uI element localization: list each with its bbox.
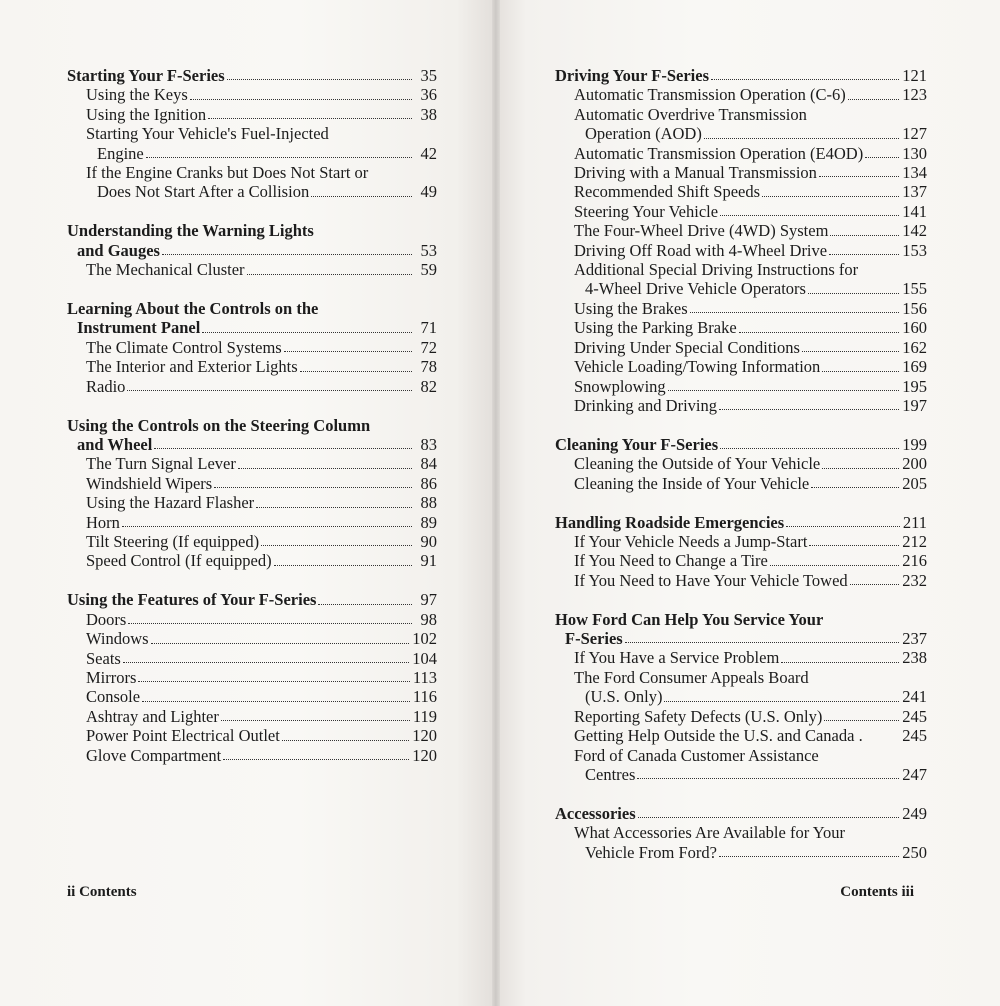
- toc-section: [555, 66, 927, 415]
- toc-section: [67, 299, 437, 396]
- toc-entry-text: What Accessories Are Available for Your: [574, 823, 845, 843]
- page-number: 205: [902, 473, 927, 493]
- page-number: 72: [420, 337, 437, 357]
- toc-entry-line[interactable]: [555, 823, 927, 842]
- toc-entry-line[interactable]: [67, 105, 437, 124]
- dot-leader: [151, 643, 410, 644]
- toc-entry-text: Driving Off Road with 4-Wheel Drive: [574, 240, 828, 260]
- page-number: 245: [902, 726, 927, 746]
- toc-entry-text: The Mechanical Cluster: [86, 260, 245, 280]
- section-heading-line[interactable]: [67, 221, 437, 240]
- toc-entry-text: Seats: [86, 648, 121, 668]
- toc-entry-text: Snowplowing: [574, 376, 666, 396]
- toc-entry-line[interactable]: [555, 260, 927, 279]
- page-number: 142: [902, 221, 927, 241]
- toc-entry-line[interactable]: [67, 260, 437, 279]
- toc-entry-text: Driving with a Manual Transmission: [574, 163, 817, 183]
- dot-leader: [128, 623, 412, 624]
- toc-entry-line[interactable]: [67, 163, 437, 182]
- toc-entry-line[interactable]: [67, 493, 437, 512]
- dot-leader: [762, 196, 899, 197]
- toc-entry-text: If the Engine Cranks but Does Not Start or: [86, 163, 369, 183]
- page-number: 78: [420, 357, 437, 377]
- toc-entry-text: 4-Wheel Drive Vehicle Operators: [585, 279, 806, 299]
- toc-entry-line[interactable]: [555, 551, 927, 570]
- page-number: 104: [412, 648, 437, 668]
- dot-leader: [690, 312, 900, 313]
- toc-entry-text: If Your Vehicle Needs a Jump-Start: [574, 531, 808, 551]
- section-heading-text: Learning About the Controls on the: [67, 299, 319, 319]
- left-page-footer: ii Contents: [67, 884, 137, 900]
- section-heading-text: Using the Features of Your F-Series: [67, 590, 317, 610]
- section-heading-line[interactable]: [555, 610, 927, 629]
- dot-leader: [202, 332, 412, 333]
- toc-entry-text: The Ford Consumer Appeals Board: [574, 667, 809, 687]
- page-number: 199: [902, 434, 927, 454]
- toc-entry-line[interactable]: [555, 182, 927, 201]
- section-heading-line[interactable]: [555, 435, 927, 454]
- page-number: 232: [902, 570, 927, 590]
- left-table-of-contents: [67, 66, 437, 785]
- dot-leader: [668, 390, 900, 391]
- toc-entry-text: Horn: [86, 512, 120, 532]
- toc-entry-text: Vehicle Loading/Towing Information: [574, 357, 821, 377]
- toc-entry-line[interactable]: [555, 124, 927, 143]
- section-heading-text: Driving Your F-Series: [555, 66, 709, 85]
- toc-entry-line[interactable]: [555, 843, 927, 862]
- page-number: 120: [412, 726, 437, 746]
- page-number: 36: [420, 85, 437, 105]
- dot-leader: [830, 235, 899, 236]
- page-number: 249: [902, 803, 927, 823]
- page-number: 212: [902, 531, 927, 551]
- page-number: 53: [420, 240, 437, 260]
- page-number: 162: [902, 337, 927, 357]
- dot-leader: [809, 545, 899, 546]
- dot-leader: [739, 332, 900, 333]
- toc-entry-line[interactable]: [67, 124, 437, 143]
- toc-entry-text: Automatic Transmission Operation (C-6): [574, 85, 846, 105]
- toc-entry-line[interactable]: [67, 687, 437, 706]
- toc-section: [67, 221, 437, 279]
- dot-leader: [802, 351, 899, 352]
- page-number: 241: [902, 687, 927, 707]
- page-number: 88: [420, 493, 437, 513]
- section-heading-line[interactable]: [67, 435, 437, 454]
- toc-entry-text: Engine: [97, 143, 144, 163]
- page-number: 91: [420, 551, 437, 571]
- toc-section: [555, 610, 927, 785]
- toc-entry-text: Vehicle From Ford?: [585, 842, 717, 862]
- section-heading-line[interactable]: [67, 590, 437, 609]
- toc-entry-text: Getting Help Outside the U.S. and Canada .: [574, 726, 863, 746]
- page-number: 155: [902, 279, 927, 299]
- dot-leader: [711, 79, 899, 80]
- toc-entry-text: The Four-Wheel Drive (4WD) System: [574, 221, 829, 241]
- toc-entry-line[interactable]: [555, 299, 927, 318]
- dot-leader: [720, 215, 899, 216]
- toc-entry-line[interactable]: [555, 105, 927, 124]
- section-heading-line[interactable]: [67, 66, 437, 85]
- toc-entry-line[interactable]: [67, 532, 437, 551]
- page-number: 89: [420, 512, 437, 532]
- toc-entry-text: Using the Keys: [86, 85, 188, 105]
- section-heading-text: Accessories: [555, 803, 636, 823]
- toc-entry-line[interactable]: [67, 726, 437, 745]
- page-number: 120: [412, 745, 437, 765]
- toc-entry-line[interactable]: [67, 610, 437, 629]
- section-heading-line[interactable]: [555, 629, 927, 648]
- toc-entry-text: Glove Compartment: [86, 745, 222, 765]
- toc-entry-text: Automatic Overdrive Transmission: [574, 104, 807, 124]
- page-number: 247: [902, 764, 927, 784]
- dot-leader: [822, 371, 899, 372]
- dot-leader: [238, 468, 412, 469]
- toc-entry-line[interactable]: [555, 707, 927, 726]
- toc-entry-text: Automatic Transmission Operation (E4OD): [574, 143, 864, 163]
- toc-section: [67, 66, 437, 202]
- dot-leader: [282, 740, 409, 741]
- toc-entry-line[interactable]: [555, 454, 927, 473]
- dot-leader: [824, 720, 899, 721]
- page-number: 116: [412, 687, 437, 707]
- section-heading-line[interactable]: [67, 241, 437, 260]
- dot-leader: [720, 448, 899, 449]
- toc-entry-text: If You Have a Service Problem: [574, 648, 780, 668]
- toc-entry-text: Windshield Wipers: [86, 473, 213, 493]
- page-number: 38: [420, 104, 437, 124]
- dot-leader: [138, 681, 409, 682]
- dot-leader: [829, 254, 899, 255]
- page-number: 121: [902, 66, 927, 85]
- section-heading-text: Understanding the Warning Lights: [67, 221, 314, 241]
- toc-entry-text: Drinking and Driving: [574, 395, 717, 415]
- toc-entry-line[interactable]: [555, 746, 927, 765]
- page-number: 134: [902, 163, 927, 183]
- toc-entry-text: Ford of Canada Customer Assistance: [574, 745, 819, 765]
- dot-leader: [284, 351, 412, 352]
- dot-leader: [123, 662, 409, 663]
- toc-entry-text: If You Need to Change a Tire: [574, 551, 768, 571]
- page-number: 156: [902, 298, 927, 318]
- page-number: 160: [902, 318, 927, 338]
- toc-entry-line[interactable]: [67, 474, 437, 493]
- section-heading-text: Using the Controls on the Steering Column: [67, 415, 371, 435]
- page-number: 35: [420, 66, 437, 85]
- page-number: 153: [902, 240, 927, 260]
- toc-entry-text: Driving Under Special Conditions: [574, 337, 800, 357]
- page-number: 83: [420, 435, 437, 454]
- dot-leader: [223, 759, 409, 760]
- dot-leader: [781, 662, 899, 663]
- page-number: 59: [420, 260, 437, 280]
- toc-entry-line[interactable]: [555, 221, 927, 240]
- dot-leader: [808, 293, 899, 294]
- page-number: 86: [420, 473, 437, 493]
- toc-entry-line[interactable]: [555, 357, 927, 376]
- toc-entry-line[interactable]: [555, 648, 927, 667]
- section-heading-text: and Gauges: [77, 240, 160, 260]
- toc-section: [67, 416, 437, 571]
- toc-entry-text: Recommended Shift Speeds: [574, 182, 761, 202]
- toc-entry-line[interactable]: [555, 241, 927, 260]
- dot-leader: [247, 274, 412, 275]
- dot-leader: [214, 487, 412, 488]
- dot-leader: [256, 507, 412, 508]
- toc-entry-line[interactable]: [555, 726, 927, 745]
- toc-entry-line[interactable]: [67, 629, 437, 648]
- dot-leader: [811, 487, 899, 488]
- toc-entry-text: Starting Your Vehicle's Fuel-Injected: [86, 124, 329, 144]
- dot-leader: [848, 99, 899, 100]
- right-page: [496, 0, 1000, 1006]
- toc-entry-text: Doors: [86, 609, 127, 629]
- dot-leader: [146, 157, 412, 158]
- page-number: 71: [420, 318, 437, 338]
- toc-entry-text: Centres: [585, 764, 636, 784]
- toc-entry-line[interactable]: [555, 377, 927, 396]
- page-number: 137: [902, 182, 927, 202]
- section-heading-text: Cleaning Your F-Series: [555, 434, 719, 454]
- dot-leader: [850, 584, 900, 585]
- toc-entry-line[interactable]: [67, 377, 437, 396]
- book-gutter: [492, 0, 500, 1006]
- page-number: 216: [902, 551, 927, 571]
- toc-section: [555, 435, 927, 493]
- toc-entry-line[interactable]: [555, 85, 927, 104]
- toc-entry-text: Power Point Electrical Outlet: [86, 726, 280, 746]
- toc-entry-text: Using the Brakes: [574, 298, 688, 318]
- toc-section: [67, 590, 437, 765]
- toc-entry-text: The Interior and Exterior Lights: [86, 357, 298, 377]
- toc-entry-text: Using the Ignition: [86, 104, 207, 124]
- page-number: 237: [902, 629, 927, 649]
- toc-entry-line[interactable]: [67, 707, 437, 726]
- dot-leader: [221, 720, 410, 721]
- dot-leader: [625, 642, 900, 643]
- dot-leader: [704, 138, 899, 139]
- section-heading-line[interactable]: [67, 416, 437, 435]
- page-number: 245: [902, 706, 927, 726]
- toc-entry-text: Console: [86, 687, 141, 707]
- section-heading-line[interactable]: [67, 299, 437, 318]
- toc-entry-line[interactable]: [67, 182, 437, 201]
- toc-entry-line[interactable]: [67, 85, 437, 104]
- toc-entry-line[interactable]: [67, 649, 437, 668]
- toc-entry-line[interactable]: [555, 532, 927, 551]
- toc-entry-text: Radio: [86, 376, 126, 396]
- page-number: 102: [412, 629, 437, 649]
- toc-entry-text: Ashtray and Lighter: [86, 706, 219, 726]
- dot-leader: [154, 448, 412, 449]
- page-number: 82: [420, 376, 437, 396]
- section-heading-text: Starting Your F-Series: [67, 66, 225, 85]
- page-number: 130: [902, 143, 927, 163]
- toc-entry-text: The Climate Control Systems: [86, 337, 282, 357]
- page-number: 238: [902, 648, 927, 668]
- dot-leader: [162, 254, 412, 255]
- page-number: 195: [902, 376, 927, 396]
- toc-entry-line[interactable]: [67, 746, 437, 765]
- toc-entry-text: Tilt Steering (If equipped): [86, 532, 260, 552]
- toc-entry-text: Mirrors: [86, 667, 137, 687]
- toc-entry-text: Does Not Start After a Collision: [97, 182, 310, 202]
- toc-section: [555, 804, 927, 862]
- dot-leader: [637, 778, 899, 779]
- toc-entry-text: Using the Parking Brake: [574, 318, 737, 338]
- dot-leader: [208, 118, 412, 119]
- toc-entry-line[interactable]: [67, 513, 437, 532]
- dot-leader: [122, 526, 412, 527]
- dot-leader: [770, 565, 899, 566]
- toc-entry-line[interactable]: [555, 687, 927, 706]
- toc-entry-line[interactable]: [555, 668, 927, 687]
- dot-leader: [664, 701, 899, 702]
- page-number: 113: [412, 667, 437, 687]
- toc-entry-text: Using the Hazard Flasher: [86, 493, 255, 513]
- dot-leader: [274, 565, 412, 566]
- section-heading-line[interactable]: [67, 318, 437, 337]
- section-heading-line[interactable]: [555, 513, 927, 532]
- dot-leader: [786, 526, 900, 527]
- toc-entry-line[interactable]: [555, 474, 927, 493]
- page-number: 90: [420, 532, 437, 552]
- dot-leader: [142, 701, 410, 702]
- toc-entry-text: Steering Your Vehicle: [574, 201, 719, 221]
- toc-entry-text: The Turn Signal Lever: [86, 454, 236, 474]
- page-number: 84: [420, 454, 437, 474]
- dot-leader: [638, 817, 900, 818]
- toc-entry-line[interactable]: [555, 202, 927, 221]
- page-number: 98: [420, 609, 437, 629]
- toc-entry-text: Cleaning the Inside of Your Vehicle: [574, 473, 810, 493]
- toc-entry-line[interactable]: [555, 571, 927, 590]
- dot-leader: [819, 176, 899, 177]
- toc-entry-line[interactable]: [67, 144, 437, 163]
- dot-leader: [300, 371, 412, 372]
- toc-entry-text: Cleaning the Outside of Your Vehicle: [574, 454, 821, 474]
- page-number: 141: [902, 201, 927, 221]
- dot-leader: [311, 196, 412, 197]
- dot-leader: [318, 604, 412, 605]
- right-page-footer: Contents iii: [840, 884, 914, 900]
- page-number: 200: [902, 454, 927, 474]
- toc-entry-text: (U.S. Only): [585, 687, 663, 707]
- section-heading-text: How Ford Can Help You Service Your: [555, 609, 824, 629]
- toc-entry-line[interactable]: [555, 279, 927, 298]
- toc-entry-line[interactable]: [67, 454, 437, 473]
- page-number: 197: [902, 395, 927, 415]
- toc-entry-line[interactable]: [67, 551, 437, 570]
- toc-entry-line[interactable]: [555, 396, 927, 415]
- dot-leader: [127, 390, 412, 391]
- page-number: 97: [420, 590, 437, 610]
- page-number: 119: [412, 706, 437, 726]
- page-number: 250: [902, 842, 927, 862]
- page-number: 127: [902, 124, 927, 144]
- toc-section: [555, 513, 927, 591]
- toc-entry-text: Reporting Safety Defects (U.S. Only): [574, 706, 823, 726]
- toc-entry-line[interactable]: [67, 357, 437, 376]
- left-page: [0, 0, 496, 1006]
- toc-entry-line[interactable]: [67, 668, 437, 687]
- toc-entry-line[interactable]: [555, 765, 927, 784]
- page-number: 211: [902, 512, 927, 532]
- toc-entry-line[interactable]: [555, 338, 927, 357]
- section-heading-line[interactable]: [555, 66, 927, 85]
- toc-entry-text: If You Need to Have Your Vehicle Towed: [574, 570, 848, 590]
- page-number: 169: [902, 357, 927, 377]
- section-heading-line[interactable]: [555, 804, 927, 823]
- page-number: 42: [420, 143, 437, 163]
- toc-entry-line[interactable]: [555, 163, 927, 182]
- toc-entry-text: Additional Special Driving Instructions for: [574, 260, 859, 280]
- page-number: 123: [902, 85, 927, 105]
- page-number: 49: [420, 182, 437, 202]
- toc-entry-text: Speed Control (If equipped): [86, 551, 272, 571]
- toc-entry-line[interactable]: [555, 144, 927, 163]
- dot-leader: [190, 99, 412, 100]
- dot-leader: [822, 468, 899, 469]
- dot-leader: [865, 157, 899, 158]
- dot-leader: [261, 545, 412, 546]
- toc-entry-line[interactable]: [67, 338, 437, 357]
- section-heading-text: F-Series: [565, 629, 623, 649]
- section-heading-text: and Wheel: [77, 435, 153, 454]
- toc-entry-text: Operation (AOD): [585, 124, 702, 144]
- toc-entry-text: Windows: [86, 629, 149, 649]
- section-heading-text: Handling Roadside Emergencies: [555, 512, 785, 532]
- dot-leader: [719, 409, 899, 410]
- toc-entry-line[interactable]: [555, 318, 927, 337]
- right-table-of-contents: [555, 66, 927, 882]
- dot-leader: [227, 79, 412, 80]
- section-heading-text: Instrument Panel: [77, 318, 201, 338]
- dot-leader: [719, 856, 899, 857]
